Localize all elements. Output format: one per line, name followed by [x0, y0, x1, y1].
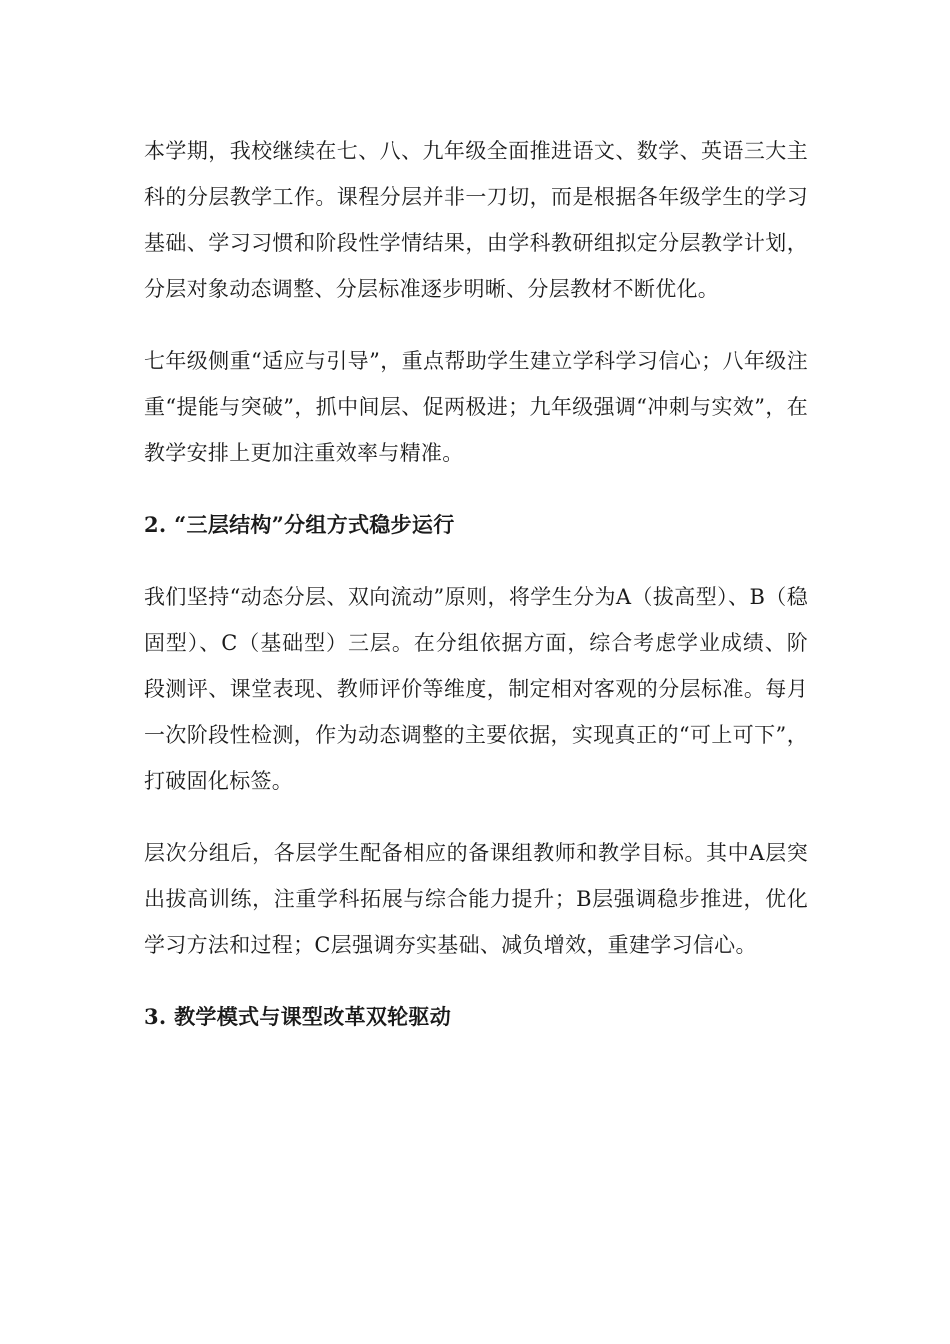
section-heading-3: 3. 教学模式与课型改革双轮驱动 [144, 1004, 452, 1029]
paragraph-layered-teaching-overview: 本学期，我校继续在七、八、九年级全面推进语文、数学、英语三大主科的分层教学工作。课程分层并非一刀切，而是根据各年级学生的学习基础、学习习惯和阶段性学情结果，由学科教研组拟定分层教学计划，分层对象动态调整、分层标准逐步明晰、分层教材不断优化。 [144, 139, 808, 301]
paragraph-tier-goals: 层次分组后，各层学生配备相应的备课组教师和教学目标。其中A层突出拔高训练，注重学科拓展与综合能力提升；B层强调稳步推进，优化学习方法和过程；C层强调夯实基础、减负增效，重建学习信心。 [144, 841, 808, 957]
paragraph-grade-focus: 七年级侧重“适应与引导”，重点帮助学生建立学科学习信心；八年级注重“提能与突破”，抓中间层、促两极进；九年级强调“冲刺与实效”，在教学安排上更加注重效率与精准。 [144, 349, 808, 465]
document-body [144, 128, 808, 1040]
paragraph-three-tier-grouping: 我们坚持“动态分层、双向流动”原则，将学生分为A（拔高型）、B（稳固型）、C（基础型）三层。在分组依据方面，综合考虑学业成绩、阶段测评、课堂表现、教师评价等维度，制定相对客观的分层标准。每月一次阶段性检测，作为动态调整的主要依据，实现真正的“可上可下”，打破固化标签。 [144, 585, 808, 793]
section-heading-2: 2. “三层结构”分组方式稳步运行 [144, 512, 455, 537]
